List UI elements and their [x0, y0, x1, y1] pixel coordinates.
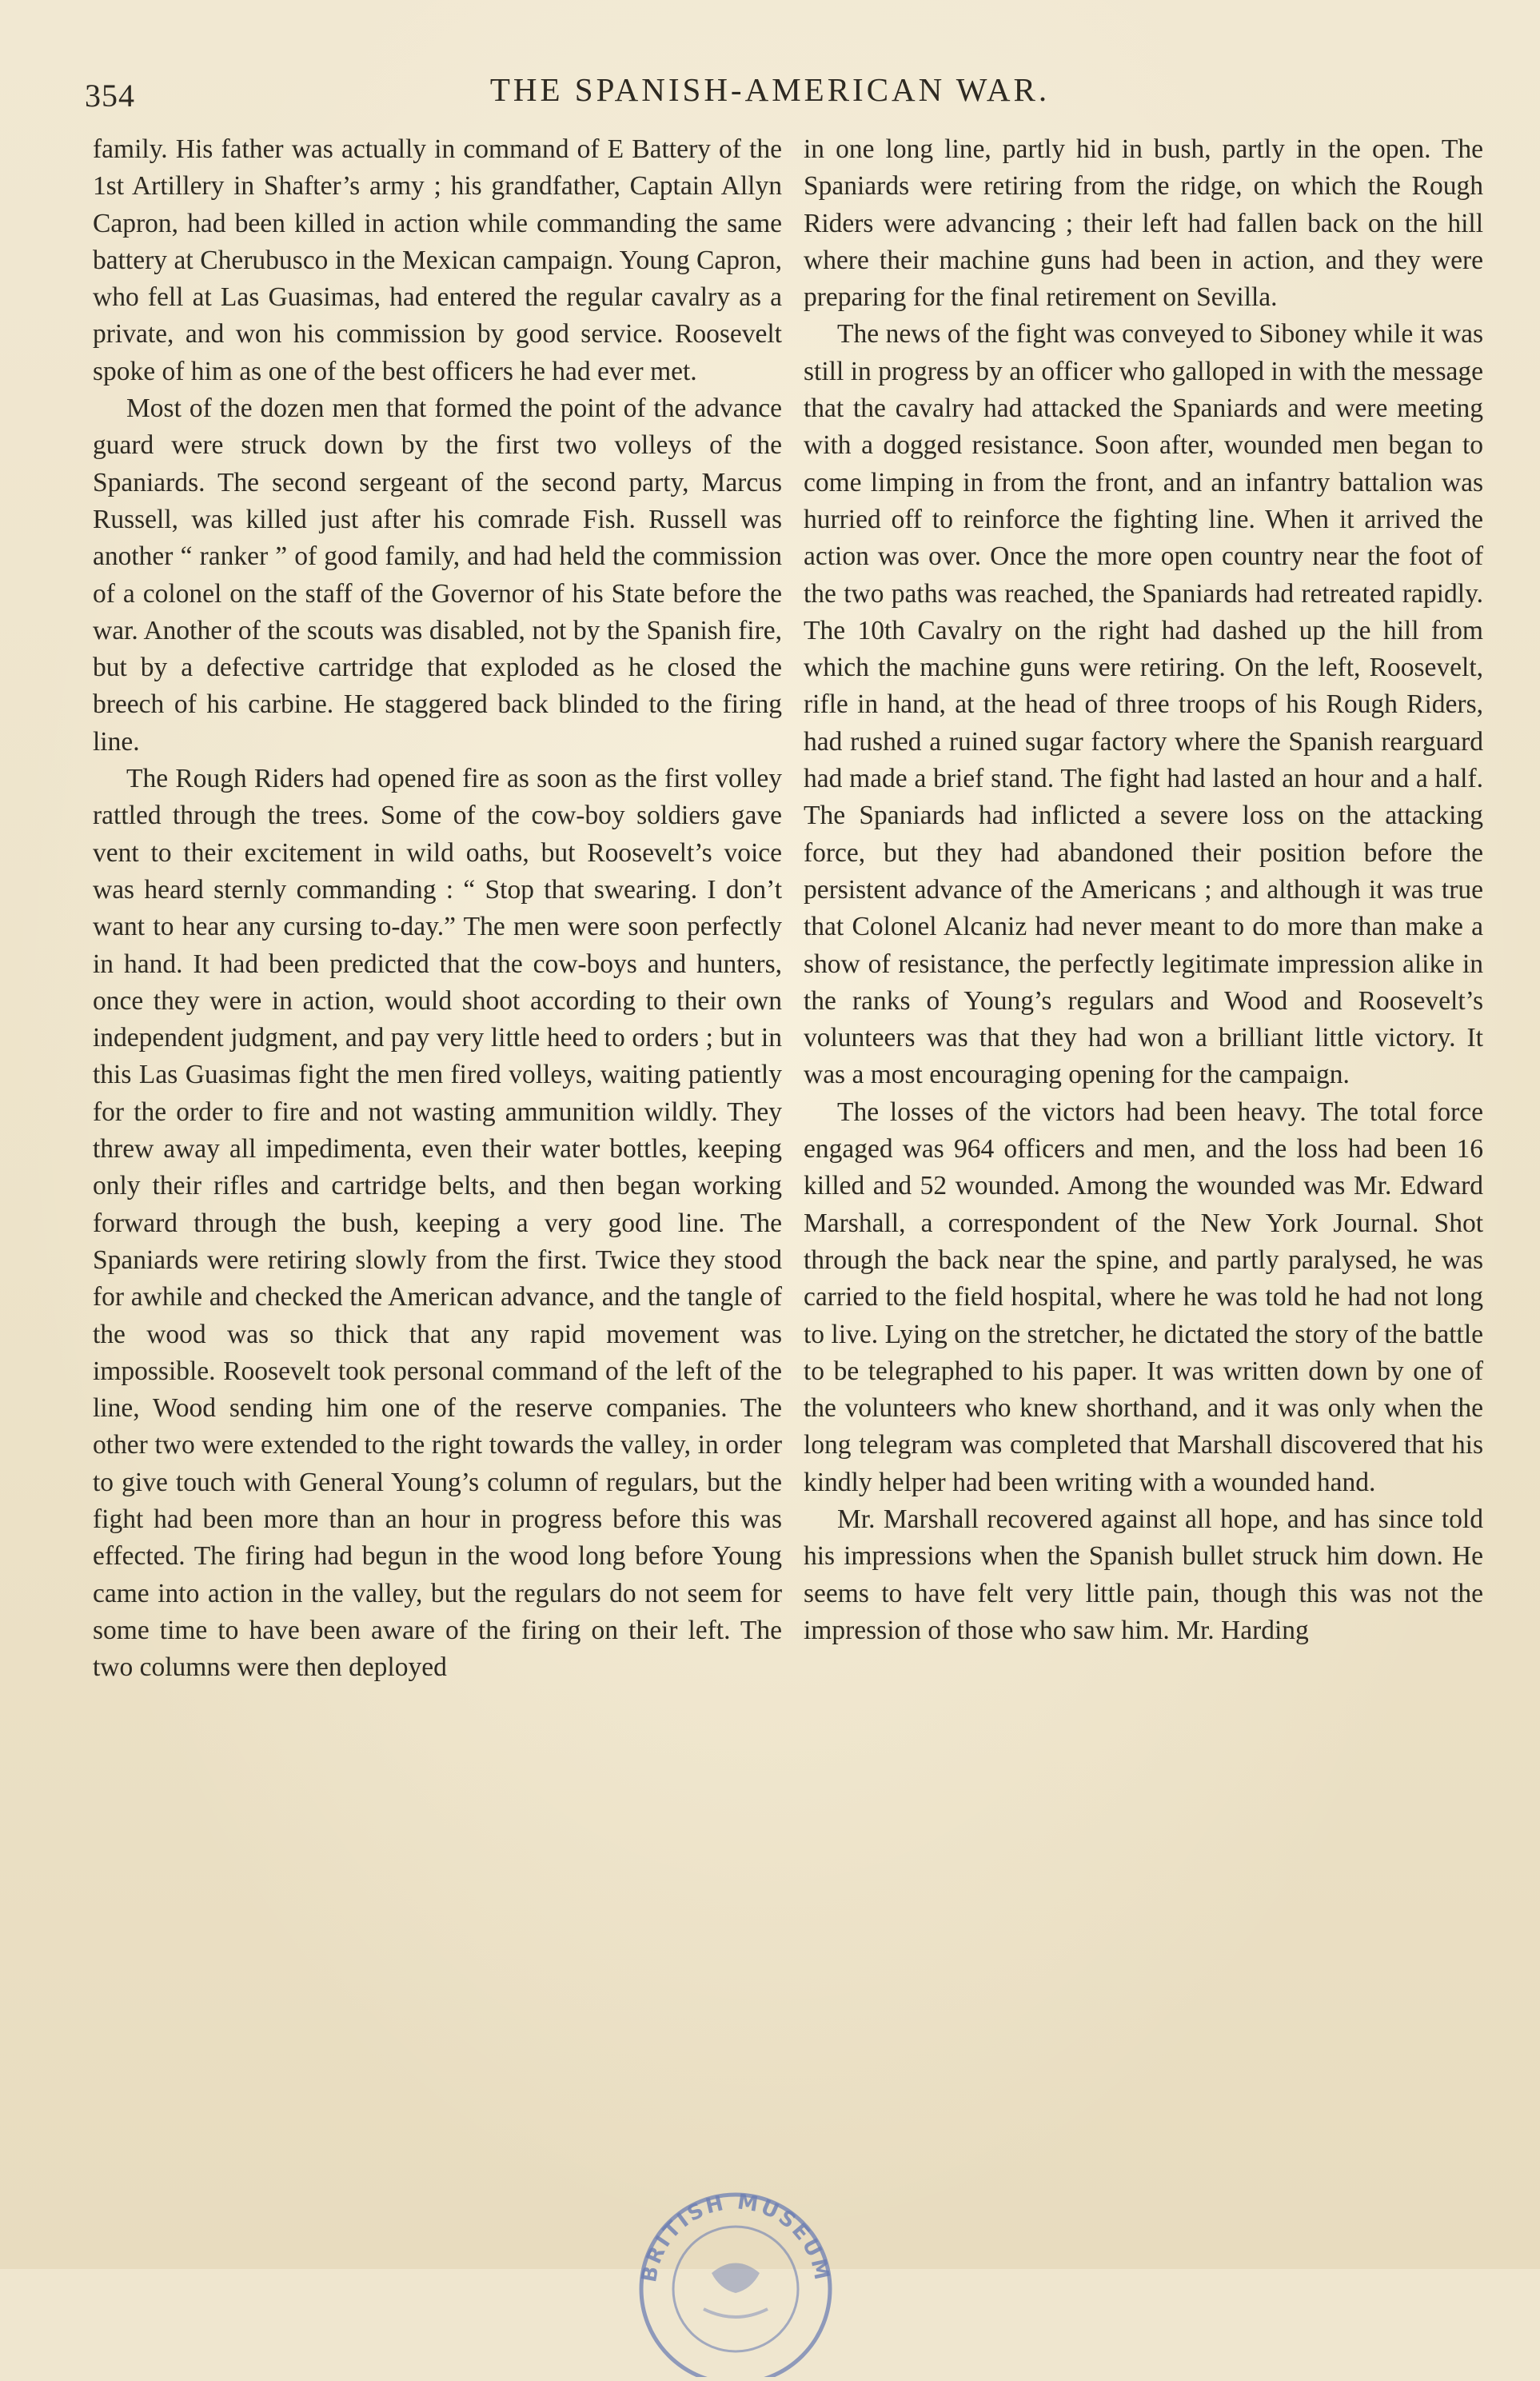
- page-number: 354: [85, 78, 135, 114]
- right-text-column: [804, 131, 1483, 1649]
- stamp-text: BRITISH MUSEUM: [637, 2190, 835, 2285]
- paragraph: family. His father was actually in command of E Battery of the 1st Artillery in Shafter’s army ; his grandfather, Captain Allyn Capron, had been killed in action while commanding the same battery at Cherubusco in the Mexican campaign. Young Capron, who fell at Las Guasimas, had entered the regular cavalry as a private, and won his commission by good service. Roosevelt spoke of him as one of the best officers he had ever met.: [93, 134, 782, 386]
- left-text-column: [93, 131, 782, 1686]
- paragraph: The news of the fight was conveyed to Siboney while it was still in progress by an officer who galloped in with the message that the cavalry had attacked the Spaniards and were meeting with a dogged resistance. Soon after, wounded men began to come limping in from the front, and an infantry battalion was hurried off to reinforce the fighting line. When it arrived the action was over. Once the more open country near the foot of the two paths was reached, the Spaniards had retreated rapidly. The 10th Cavalry on the right had dashed up the hill from which the machine guns were retiring. On the left, Roosevelt, rifle in hand, at the head of three troops of his Rough Riders, had rushed a ruined sugar factory where the Spanish rearguard had made a brief stand. The fight had lasted an hour and a half. The Spaniards had inflicted a severe loss on the attacking force, but they had abandoned their position before the persistent advance of the Americans ; and although it was true that Colonel Alcaniz had never meant to do more than make a show of resistance, the perfectly legitimate impression alike in the ranks of Young’s regulars and Wood and Roosevelt’s volunteers was that they had won a brilliant little victory. It was a most encouraging opening for the campaign.: [804, 319, 1483, 1090]
- stamp-seal-icon: [624, 2169, 848, 2377]
- paragraph: The losses of the victors had been heavy. The total force engaged was 964 officers and men, and the loss had been 16 killed and 52 wounded. Among the wounded was Mr. Edward Marshall, a correspondent of the New York Journal. Shot through the back near the spine, and partly paralysed, he was carried to the field hospital, where he was told he had not long to live. Lying on the stretcher, he dictated the story of the battle to be telegraphed to his paper. It was written down by one of the volunteers who knew shorthand, and it was only when the long telegram was completed that Marshall discovered that his kindly helper had been writing with a wounded hand.: [804, 1097, 1483, 1497]
- paragraph: in one long line, partly hid in bush, partly in the open. The Spaniards were retiring from the ridge, on which the Rough Riders were advancing ; their left had fallen back on the hill where their machine guns had been in action, and they were preparing for the final retirement on Sevilla.: [804, 134, 1483, 313]
- library-stamp: [624, 2169, 848, 2377]
- running-head: THE SPANISH-AMERICAN WAR.: [489, 71, 1051, 108]
- paragraph: Most of the dozen men that formed the point of the advance guard were struck down by the first two volleys of the Spaniards. The second sergeant of the second party, Marcus Russell, was killed just after his comrade Fish. Russell was another “ ranker ” of good family, and had held the commission of a colonel on the staff of the Governor of his State before the war. Another of the scouts was disabled, not by the Spanish fire, but by a defective cartridge that exploded as he closed the breech of his carbine. He staggered back blinded to the firing line.: [93, 394, 782, 757]
- paragraph: The Rough Riders had opened fire as soon as the first volley rattled through the trees. Some of the cow-boy soldiers gave vent to their excitement in wild oaths, but Roosevelt’s voice was heard sternly commanding : “ Stop that swearing. I don’t want to hear any cursing to-day.” The men were soon perfectly in hand. It had been predicted that the cow-boys and hunters, once they were in action, would shoot according to their own independent judgment, and pay very little heed to orders ; but in this Las Guasimas fight the men fired volleys, waiting patiently for the order to fire and not wasting ammunition wildly. They threw away all impedimenta, even their water bottles, keeping only their rifles and cartridge belts, and then began working forward through the bush, keeping a very good line. The Spaniards were retiring slowly from the first. Twice they stood for awhile and checked the American advance, and the tangle of the wood was so thick that any rapid movement was impossible. Roosevelt took personal command of the left of the line, Wood sending him one of the reserve companies. The other two were extended to the right towards the valley, in order to give touch with General Young’s column of regulars, but the fight had been more than an hour in progress before this was effected. The firing had begun in the wood long before Young came into action in the valley, but the regulars do not seem for some time to have been aware of the firing on their left. The two columns were then deployed: [93, 764, 782, 1683]
- paragraph: Mr. Marshall recovered against all hope, and has since told his impressions when the Spanish bullet struck him down. He seems to have felt very little pain, though this was not the impression of those who saw him. Mr. Harding: [804, 1504, 1483, 1645]
